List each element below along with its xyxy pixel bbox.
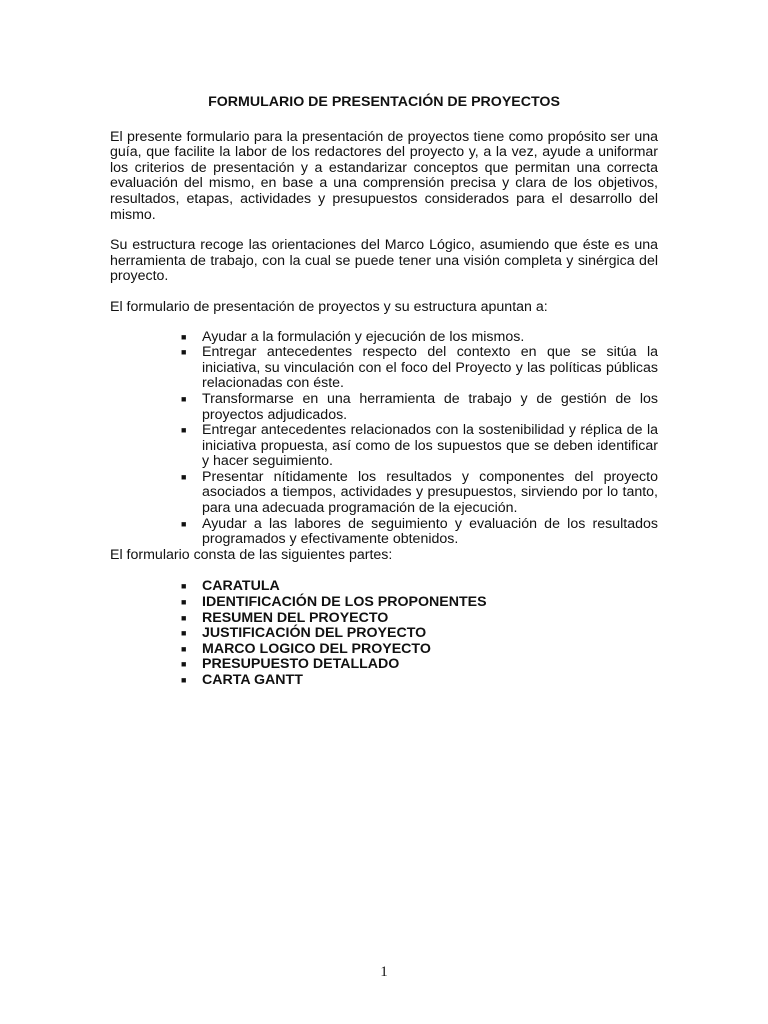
- list-item: [181, 468, 658, 517]
- page-number: 1: [380, 964, 388, 980]
- list-item: [181, 672, 658, 689]
- bullet-icon: ■: [181, 597, 187, 608]
- bullet-icon: ■: [181, 659, 187, 670]
- list-item: [181, 609, 658, 627]
- list-item-text: Transformarse en una herramienta de trabajo y de gestión de los proyectos adjudicados.: [202, 390, 658, 423]
- list-item-text: CARATULA: [202, 578, 280, 595]
- list-item: [181, 515, 658, 548]
- list-item: [181, 344, 658, 392]
- bullet-icon: ■: [181, 581, 187, 592]
- list-item-text: Ayudar a la formulación y ejecución de los mismos.: [202, 328, 525, 345]
- list-item: [181, 625, 658, 642]
- list-item-text: PRESUPUESTO DETALLADO: [202, 656, 400, 673]
- list-item: [181, 578, 658, 595]
- bullet-icon: ■: [181, 675, 187, 685]
- list-item-text: Entregar antecedentes relacionados con la sostenibilidad y réplica de la iniciativa propuesta, así como de los supuestos que se deben identificar y hacer seguimiento.: [202, 422, 658, 470]
- list-item-text: MARCO LOGICO DEL PROYECTO: [202, 640, 431, 657]
- intro-paragraph: El presente formulario para la presentación de proyectos tiene como propósito ser una guía, que facilite la labor de los redactores del proyecto y, a la vez, ayude a uniformar los criterios de presentación y a estandarizar conceptos que permitan una correcta evaluación del mismo, en base a una comprensión precisa y clara de los objetivos, resultados, etapas, actividades y presupuestos considerados para el desarrollo del mismo.: [110, 128, 658, 223]
- list-item-text: RESUMEN DEL PROYECTO: [202, 609, 389, 626]
- list-item-text: Presentar nítidamente los resultados y componentes del proyecto asociados a tiempos, actividades y presupuestos, sirviendo por lo tanto, para una adecuada programación de la ejecución.: [202, 468, 658, 517]
- bullet-icon: ■: [181, 612, 187, 623]
- list-item: [181, 594, 658, 611]
- bullet-icon: ■: [181, 331, 187, 342]
- document-title: FORMULARIO DE PRESENTACIÓN DE PROYECTOS: [208, 94, 560, 110]
- list-item-text: IDENTIFICACIÓN DE LOS PROPONENTES: [202, 594, 487, 611]
- list-item: [181, 390, 658, 423]
- bullet-icon: ■: [181, 518, 187, 529]
- bullet-icon: ■: [181, 643, 187, 654]
- bullet-icon: ■: [181, 347, 187, 358]
- bullet-icon: ■: [181, 471, 187, 482]
- parts-list: [110, 579, 658, 688]
- list-item-text: Entregar antecedentes respecto del contexto en que se sitúa la iniciativa, su vinculación con el foco del Proyecto y las políticas públicas relacionadas con éste.: [202, 344, 658, 392]
- objectives-intro: El formulario de presentación de proyectos y su estructura apuntan a:: [110, 298, 548, 315]
- structure-paragraph: Su estructura recoge las orientaciones del Marco Lógico, asumiendo que éste es una herramienta de trabajo, con la cual se puede tener una visión completa y sinérgica del proyecto.: [110, 237, 658, 285]
- parts-intro: El formulario consta de las siguientes partes:: [110, 546, 393, 563]
- bullet-icon: ■: [181, 393, 187, 404]
- bullet-icon: ■: [181, 425, 187, 436]
- document-page: [110, 95, 658, 689]
- list-item: [181, 328, 658, 346]
- list-item-text: JUSTIFICACIÓN DEL PROYECTO: [202, 625, 427, 642]
- list-item: [181, 656, 658, 673]
- list-item: [181, 640, 658, 658]
- list-item-text: Ayudar a las labores de seguimiento y evaluación de los resultados programados y efectivamente obtenidos.: [202, 515, 658, 548]
- list-item-text: CARTA GANTT: [202, 672, 303, 688]
- bullet-icon: ■: [181, 628, 187, 639]
- objectives-list: [110, 330, 658, 548]
- list-item: [181, 422, 658, 470]
